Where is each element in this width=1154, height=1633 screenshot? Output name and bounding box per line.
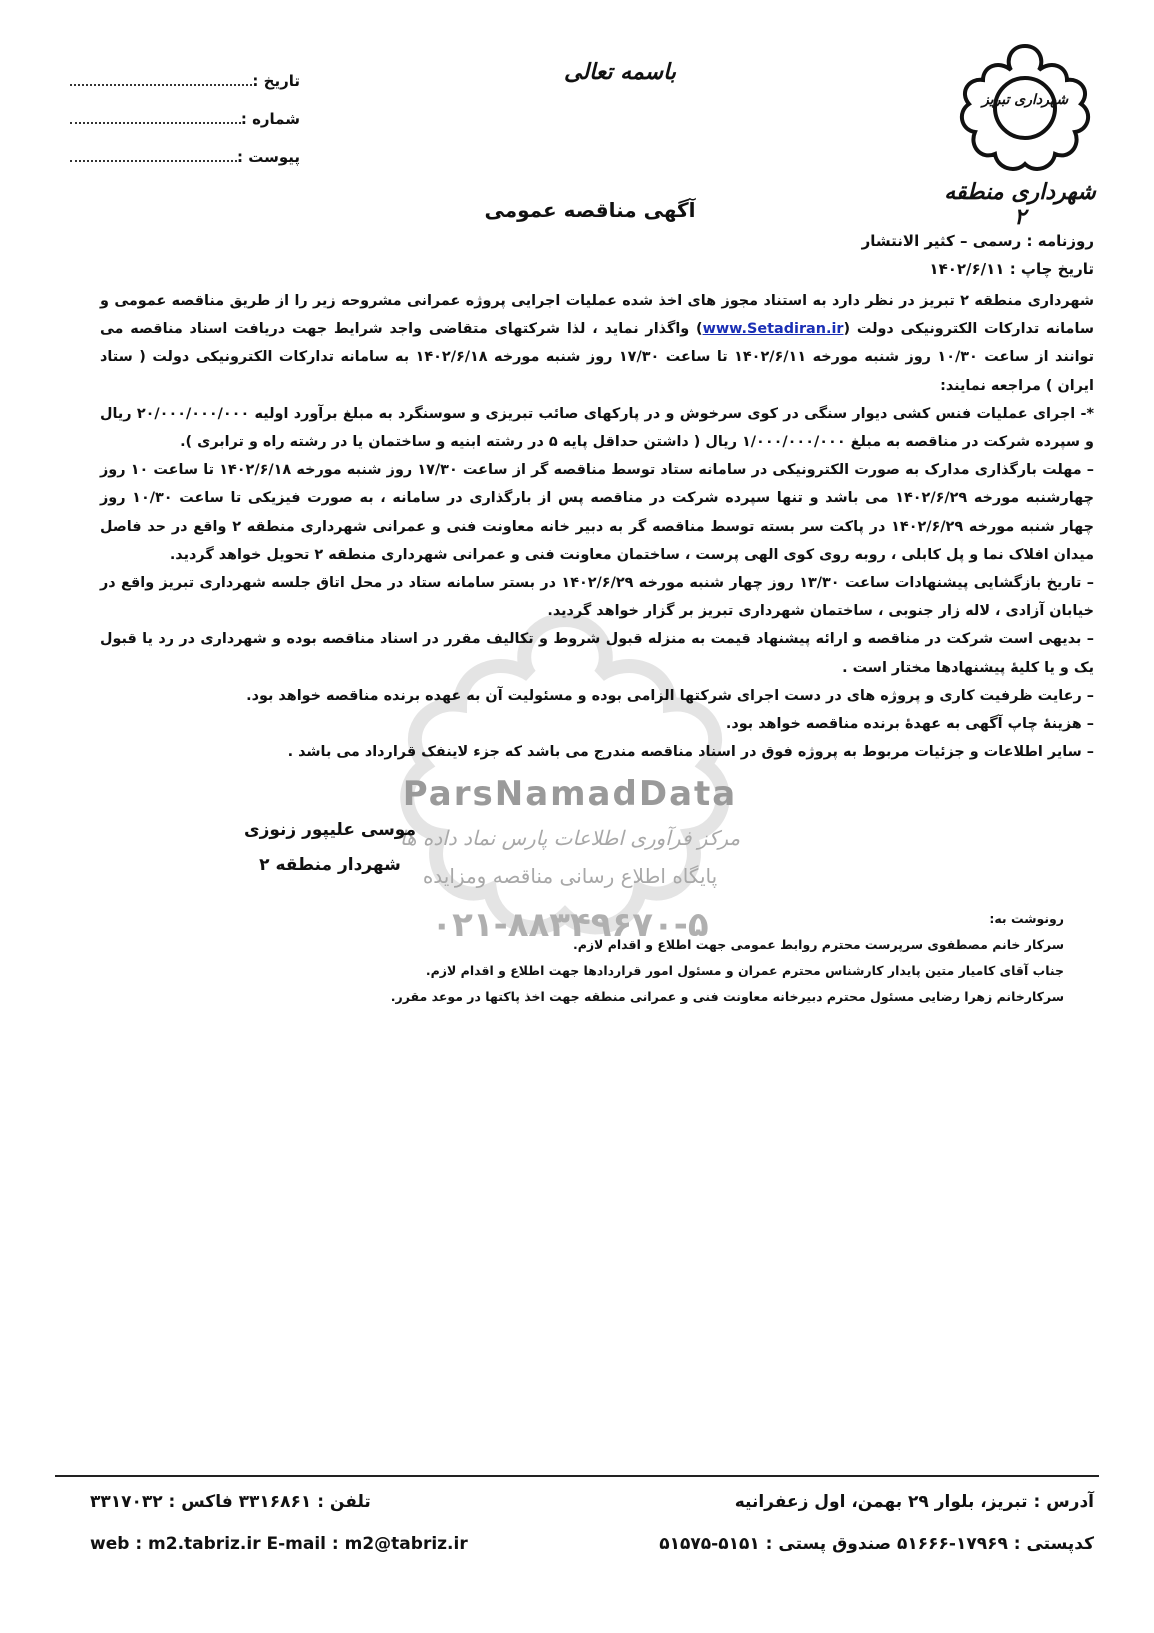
- date-field: [70, 72, 300, 90]
- footer-phone: تلفن : ۳۳۱۶۸۶۱ فاکس : ۳۳۱۷۰۳۲: [90, 1492, 371, 1512]
- intro-part1: شهرداری منطقه ۲ تبریز در نظر دارد به استناد مجوز های اخذ شده عملیات اجرایی پروژه عمرانی مشروحه زیر را از طریق مناقصه عمومی و سامانه تدارکات الکترونیکی دولت (: [100, 293, 1094, 338]
- print-date-line: تاریخ چاپ : ۱۴۰۲/۶/۱۱: [929, 260, 1094, 278]
- intro-part2: ) واگذار نماید ، لذا شرکتهای متقاضی واجد شرایط جهت دریافت اسناد مناقصه می توانند از ساعت ۱۰/۳۰ روز شنبه مورخه ۱۴۰۲/۶/۱۱ تا ساعت ۱۷/۳۰ روز شنبه مورخه ۱۴۰۲/۶/۱۸ به سامانه تدارکات الکترونیکی دولت ( ستاد ایران ) مراجعه نمایند:: [100, 321, 1094, 394]
- signatory-title: شهردار منطقه ۲: [259, 855, 401, 875]
- signatory-name: موسی علیپور زنوزی: [243, 820, 416, 840]
- attachment-label: پیوست :: [236, 148, 300, 166]
- number-dotted-line: [70, 121, 241, 124]
- date-dotted-line: [70, 83, 252, 86]
- page-title: آگهی مناقصه عمومی: [484, 198, 696, 222]
- cc-list: [344, 906, 1064, 1010]
- item-2: – مهلت بارگذاری مدارک به صورت الکترونیکی در سامانه ستاد توسط مناقصه گر از ساعت ۱۷/۳۰ روز شنبه مورخه ۱۴۰۲/۶/۱۸ تا ساعت ۱۰ روز چهارشنبه مورخه ۱۴۰۲/۶/۲۹ می باشد و تنها سپرده شرکت در مناقصه پس از بارگذاری در سامانه ، به صورت فیزیکی تا ساعت ۱۰/۳۰ روز چهار شنبه مورخه ۱۴۰۲/۶/۲۹ در پاکت سر بسته توسط مناقصه گر به دبیر خانه معاونت فنی و عمرانی شهرداری منطقه ۲ واقع در حد فاصل میدان افلاک نما و پل کابلی ، روبه روی کوی الهی پرست ، ساختمان معاونت فنی و عمرانی شهرداری منطقه ۲ تحویل خواهد گردید.: [100, 462, 1094, 563]
- attachment-dotted-line: [70, 159, 237, 162]
- number-label: شماره :: [240, 110, 300, 128]
- item-3: – تاریخ بازگشایی پیشنهادات ساعت ۱۳/۳۰ روز چهار شنبه مورخه ۱۴۰۲/۶/۲۹ در بستر سامانه ستاد در محل اتاق جلسه شهرداری تبریز واقع در خیابان آزادی ، لاله زار جنوبی ، ساختمان شهرداری تبریز بر گزار خواهد گردید.: [100, 575, 1094, 620]
- watermark-line1: مرکز فرآوری اطلاعات پارس نماد داده ها: [399, 826, 741, 850]
- cc-line: سرکار خانم مصطفوی سرپرست محترم روابط عمومی جهت اطلاع و اقدام لازم.: [572, 937, 1064, 952]
- logo-caption: شهرداری منطقه ۲: [944, 180, 1096, 230]
- cc-line: جناب آقای کامیار متین پایدار کارشناس محترم عمران و مسئول امور قراردادها جهت اطلاع و اقدام لازم.: [425, 963, 1064, 978]
- intro-paragraph: [100, 287, 1094, 400]
- item-5: – رعایت ظرفیت کاری و پروژه های در دست اجرای شرکتها الزامی بوده و مسئولیت آن به عهده برنده مناقصه خواهد بود.: [246, 687, 1094, 704]
- date-label: تاریخ :: [252, 72, 300, 90]
- setadiran-link[interactable]: www.Setadiran.ir: [702, 321, 844, 338]
- footer-divider: [55, 1475, 1099, 1477]
- item-7: – سایر اطلاعات و جزئیات مربوط به پروژه فوق در اسناد مناقصه مندرج می باشد که جزء لاینفک قرارداد می باشد .: [287, 744, 1094, 761]
- footer-address: آدرس : تبریز، بلوار ۲۹ بهمن، اول زعفرانیه: [734, 1492, 1094, 1512]
- cc-heading: رونوشت به:: [989, 911, 1064, 926]
- bismillah-heading: باسمه تعالی: [564, 60, 676, 85]
- item-6: – هزینهٔ چاپ آگهی به عهدهٔ برنده مناقصه خواهد بود.: [725, 716, 1094, 733]
- footer-web-email[interactable]: web : m2.tabriz.ir E-mail : m2@tabriz.ir: [90, 1534, 468, 1554]
- number-field: [70, 110, 300, 128]
- notice-body: [100, 287, 1094, 766]
- item-1: *- اجرای عملیات فنس کشی دیوار سنگی در کوی سرخوش و در پارکهای صائب تبریزی و سوسنگرد به مبلغ برآورد اولیه ۲۰/۰۰۰/۰۰۰/۰۰۰ ریال و سپرده شرکت در مناقصه به مبلغ ۱/۰۰۰/۰۰۰/۰۰۰ ریال ( داشتن حداقل پایه ۵ در رشته ابنیه و ساختمان یا در رشته راه و ترابری ).: [100, 405, 1094, 451]
- municipality-logo: [955, 38, 1095, 178]
- item-4: – بدیهی است شرکت در مناقصه و ارائه پیشنهاد قیمت به منزله قبول شروط و تکالیف مقرر در اسناد مناقصه بوده و شهرداری در رد یا قبول یک و یا کلیهٔ پیشنهادها مختار است .: [100, 631, 1094, 676]
- watermark-line2: پایگاه اطلاع رسانی مناقصه ومزایده: [422, 864, 718, 888]
- newspaper-line: روزنامه : رسمی – کثیر الانتشار: [861, 232, 1094, 250]
- attachment-field: [70, 148, 300, 166]
- logo-inner-text: شهرداری تبریز: [981, 92, 1069, 108]
- cc-line: سرکارخانم زهرا رضایی مسئول محترم دبیرخانه معاونت فنی و عمرانی منطقه جهت اخذ پاکتها در موعد مقرر.: [390, 989, 1064, 1004]
- footer-postal: کدپستی : ۱۷۹۶۹-۵۱۶۶۶ صندوق پستی : ۵۱۵۱-۵۱۵۷۵: [659, 1534, 1094, 1554]
- watermark-phone: ۰۲۱-۸۸۳۴۹۶۷۰-۵: [431, 905, 709, 945]
- watermark-name: ParsNamadData: [402, 774, 738, 814]
